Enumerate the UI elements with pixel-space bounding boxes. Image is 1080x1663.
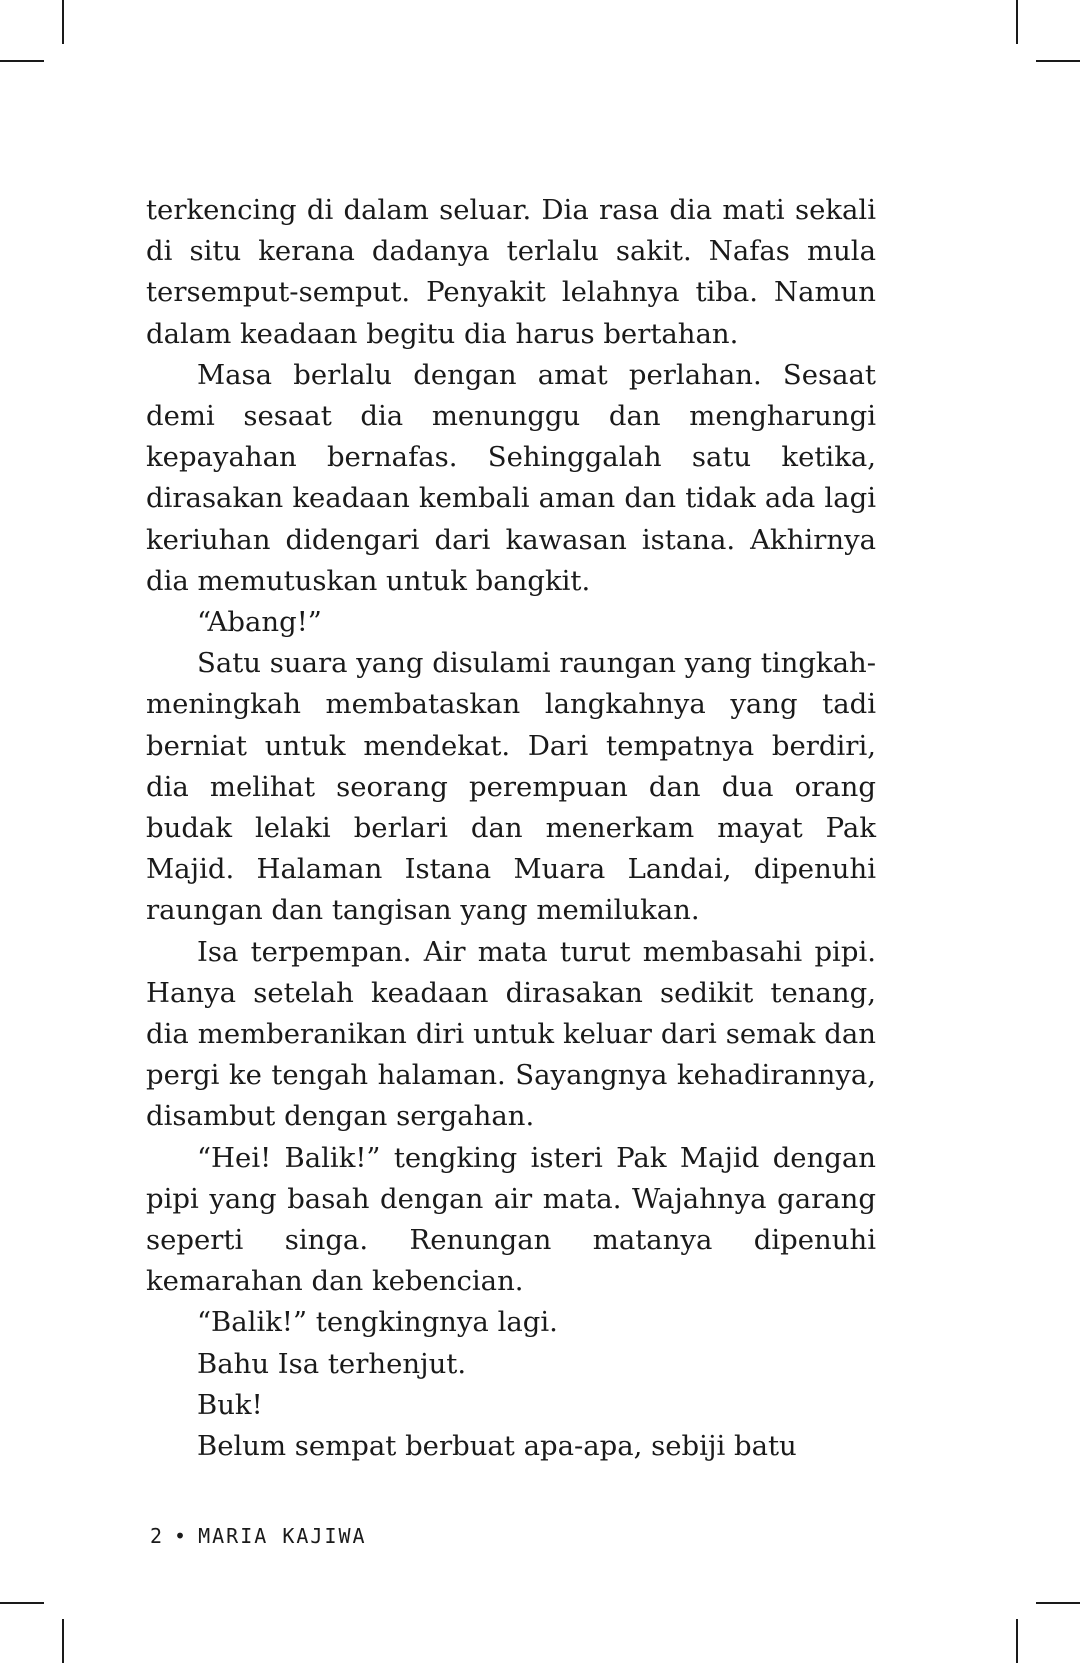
paragraph: Bahu Isa terhenjut. — [197, 1347, 467, 1380]
page-footer — [150, 1524, 367, 1548]
paragraph: Satu suara yang disulami raungan yang tingkah-meningkah membataskan langkahnya yang tadi berniat untuk mendekat. Dari tempatnya berdiri, dia melihat seorang perempuan dan dua orang budak lelaki berlari dan menerkam mayat Pak Majid. Halaman Istana Muara Landai, dipenuhi raungan dan tangisan yang memilukan. — [146, 647, 876, 927]
crop-mark-bottom-left-vertical — [62, 1619, 64, 1663]
crop-mark-bottom-right-horizontal — [1036, 1602, 1080, 1604]
page-number: 2 — [150, 1524, 165, 1548]
crop-mark-top-left-vertical — [62, 0, 64, 44]
body-text — [146, 190, 876, 1467]
crop-mark-bottom-right-vertical — [1016, 1619, 1018, 1663]
author-name: MARIA KAJIWA — [198, 1524, 367, 1548]
dialogue-line: “Balik!” tengkingnya lagi. — [197, 1306, 558, 1339]
crop-mark-bottom-left-horizontal — [0, 1602, 44, 1604]
paragraph: terkencing di dalam seluar. Dia rasa dia mati sekali di situ kerana dadanya terlalu sakit. Nafas mula tersemput-semput. Penyakit lelahnya tiba. Namun dalam keadaan begitu dia harus bertahan. — [146, 194, 876, 350]
crop-mark-top-left-horizontal — [0, 60, 44, 62]
paragraph: Isa terpempan. Air mata turut membasahi pipi. Hanya setelah keadaan dirasakan sedikit tenang, dia memberanikan diri untuk keluar dari semak dan pergi ke tengah halaman. Sayangnya kehadirannya, disambut dengan sergahan. — [146, 935, 876, 1133]
paragraph: Belum sempat berbuat apa-apa, sebiji batu — [197, 1430, 797, 1463]
crop-mark-top-right-horizontal — [1036, 60, 1080, 62]
dialogue-line: “Abang!” — [197, 606, 322, 639]
bullet-separator: • — [174, 1524, 189, 1548]
paragraph: Masa berlalu dengan amat perlahan. Sesaat demi sesaat dia menunggu dan mengharungi kepayahan bernafas. Sehinggalah satu ketika, dirasakan keadaan kembali aman dan tidak ada lagi keriuhan didengari dari kawasan istana. Akhirnya dia memutuskan untuk bangkit. — [146, 358, 876, 597]
paragraph: “Hei! Balik!” tengking isteri Pak Majid dengan pipi yang basah dengan air mata. Wajahnya garang seperti singa. Renungan matanya dipenuhi kemarahan dan kebencian. — [146, 1141, 876, 1298]
paragraph: Buk! — [197, 1388, 263, 1421]
crop-mark-top-right-vertical — [1016, 0, 1018, 44]
